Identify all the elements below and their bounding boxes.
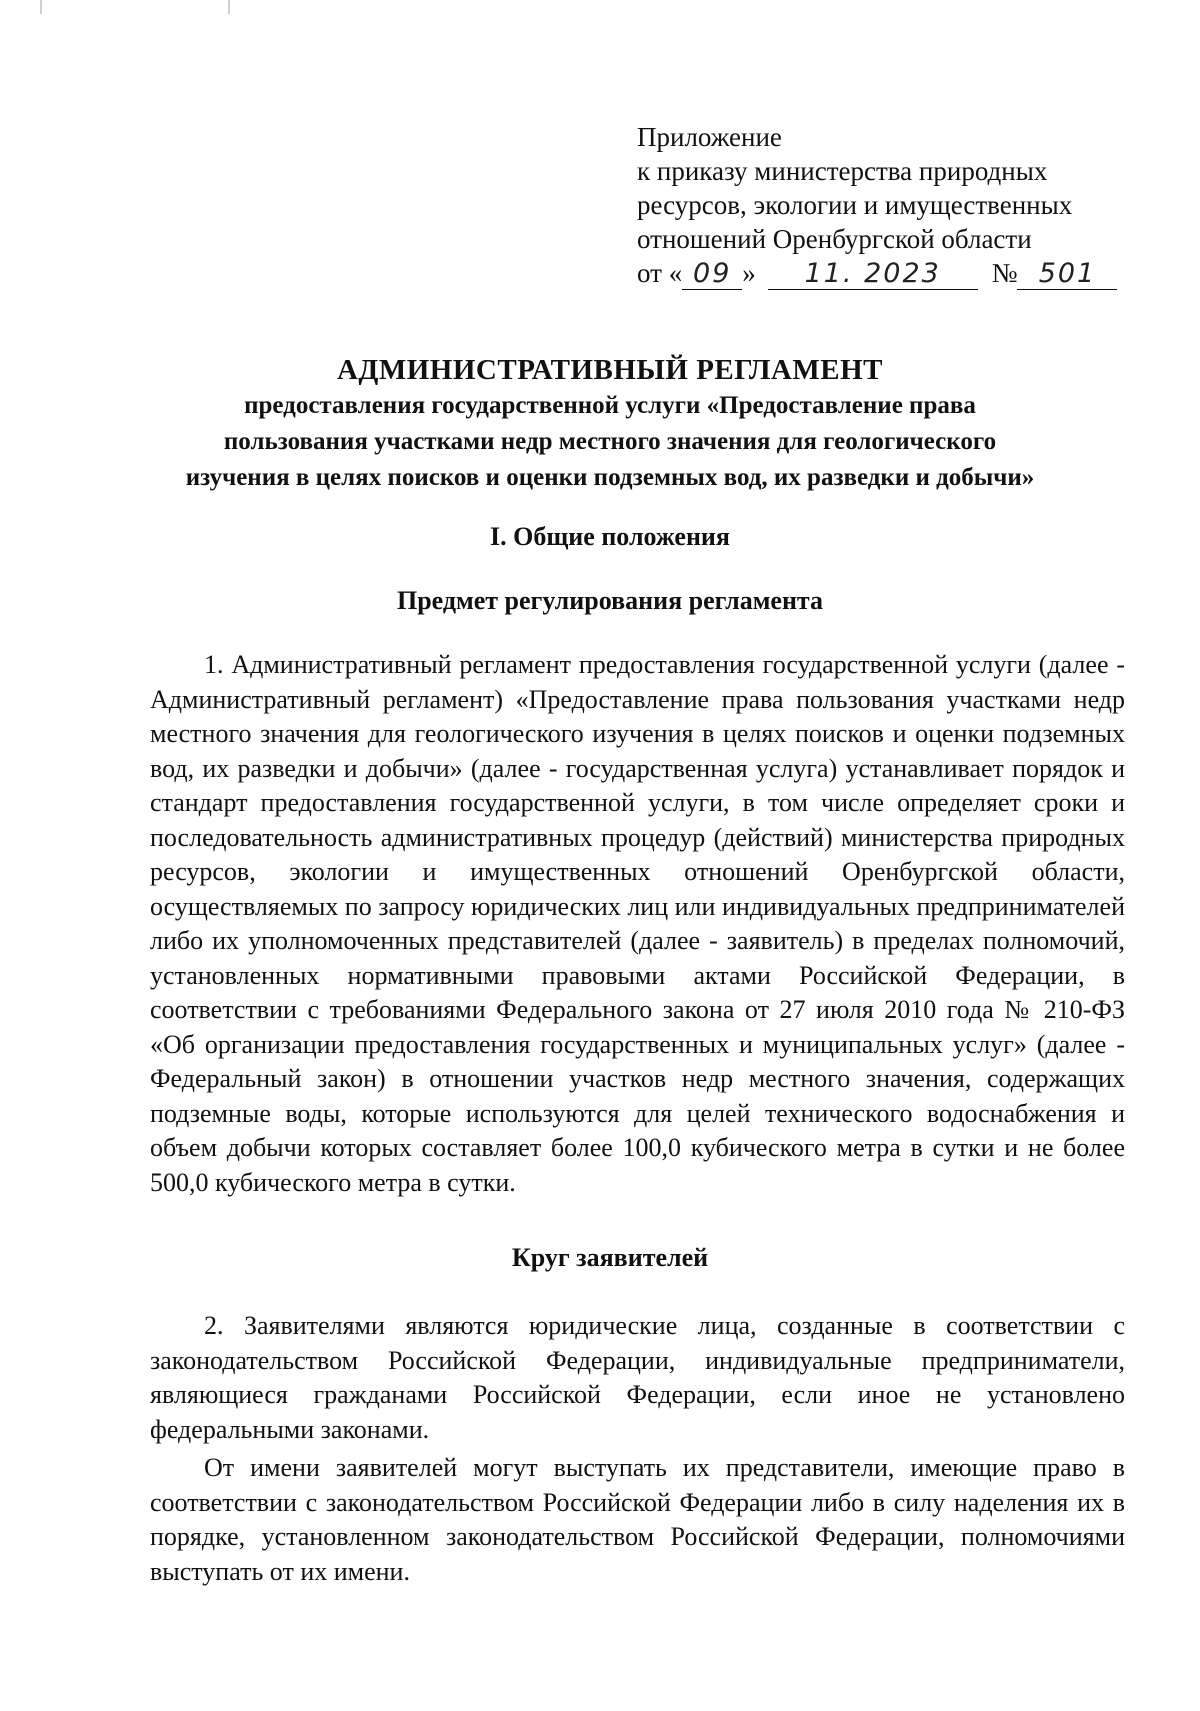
document-title-block — [150, 352, 1070, 496]
section-heading-general: I. Общие положения — [490, 522, 730, 551]
paragraph-2-representatives: От имени заявителей могут выступать их представители, имеющие право в соответствии с законодательством Российской Федерации либо в силу наделения их в порядке, установленном законодательством Российской Федерации, полномочиями выступать от их имени. — [150, 1453, 1125, 1586]
number-sign: № — [991, 258, 1018, 288]
document-title: АДМИНИСТРАТИВНЫЙ РЕГЛАМЕНТ — [336, 354, 883, 386]
section-heading-applicants: Круг заявителей — [511, 1243, 709, 1272]
annex-block — [637, 120, 1137, 290]
annex-line: к приказу министерства природных — [637, 156, 1048, 186]
section1-body — [150, 648, 1125, 1200]
section2-body — [150, 1309, 1125, 1589]
date-prefix: от « — [637, 258, 683, 288]
subtitle-line: изучения в целях поисков и оценки подземных вод, их разведки и добычи» — [185, 464, 1035, 491]
scan-edge-mark — [40, 0, 42, 14]
annex-line: Приложение — [637, 122, 782, 152]
subtitle-line: пользования участками недр местного значения для геологического — [223, 428, 997, 455]
handwritten-month-year: 11. 2023 — [768, 259, 978, 290]
annex-line: ресурсов, экологии и имущественных — [637, 190, 1073, 220]
section-subheading-subject: Предмет регулирования регламента — [396, 586, 824, 615]
paragraph-1: 1. Административный регламент предоставления государственной услуги (далее - Административный регламент) «Предоставление права пользования участками недр местного значения для геологического изучения в целях поисков и оценки подземных вод, их разведки и добычи» (далее - государственная услуга) устанавливает порядок и стандарт предоставления государственной услуги, в том числе определяет сроки и последовательность административных процедур (действий) министерства природных ресурсов, экологии и имущественных отношений Оренбургской области, осуществляемых по запросу юридических лиц или индивидуальных предпринимателей либо их уполномоченных представителей (далее - заявитель) в пределах полномочий, установленных нормативными правовыми актами Российской Федерации, в соответствии с требованиями Федерального закона от 27 июля 2010 года № 210-ФЗ «Об организации предоставления государственных и муниципальных услуг» (далее - Федеральный закон) в отношении участков недр местного значения, содержащих подземные воды, которые используются для целей технического водоснабжения и объем добычи которых составляет более 100,0 кубического метра в сутки и не более 500,0 кубического метра в сутки. — [150, 650, 1125, 1197]
paragraph-2: 2. Заявителями являются юридические лица, созданные в соответствии с законодательством Российской Федерации, индивидуальные предприниматели, являющиеся гражданами Российской Федерации, если иное не установлено федеральными законами. — [150, 1311, 1125, 1444]
annex-date-line — [637, 256, 1137, 290]
handwritten-day: 09 — [682, 259, 742, 290]
document-subtitle — [150, 388, 1070, 496]
date-quote-close: » — [742, 258, 756, 288]
subtitle-line: предоставления государственной услуги «Предоставление права — [244, 392, 976, 419]
handwritten-order-number: 501 — [1017, 259, 1117, 290]
annex-line: отношений Оренбургской области — [637, 224, 1032, 254]
scan-edge-mark — [228, 0, 230, 14]
